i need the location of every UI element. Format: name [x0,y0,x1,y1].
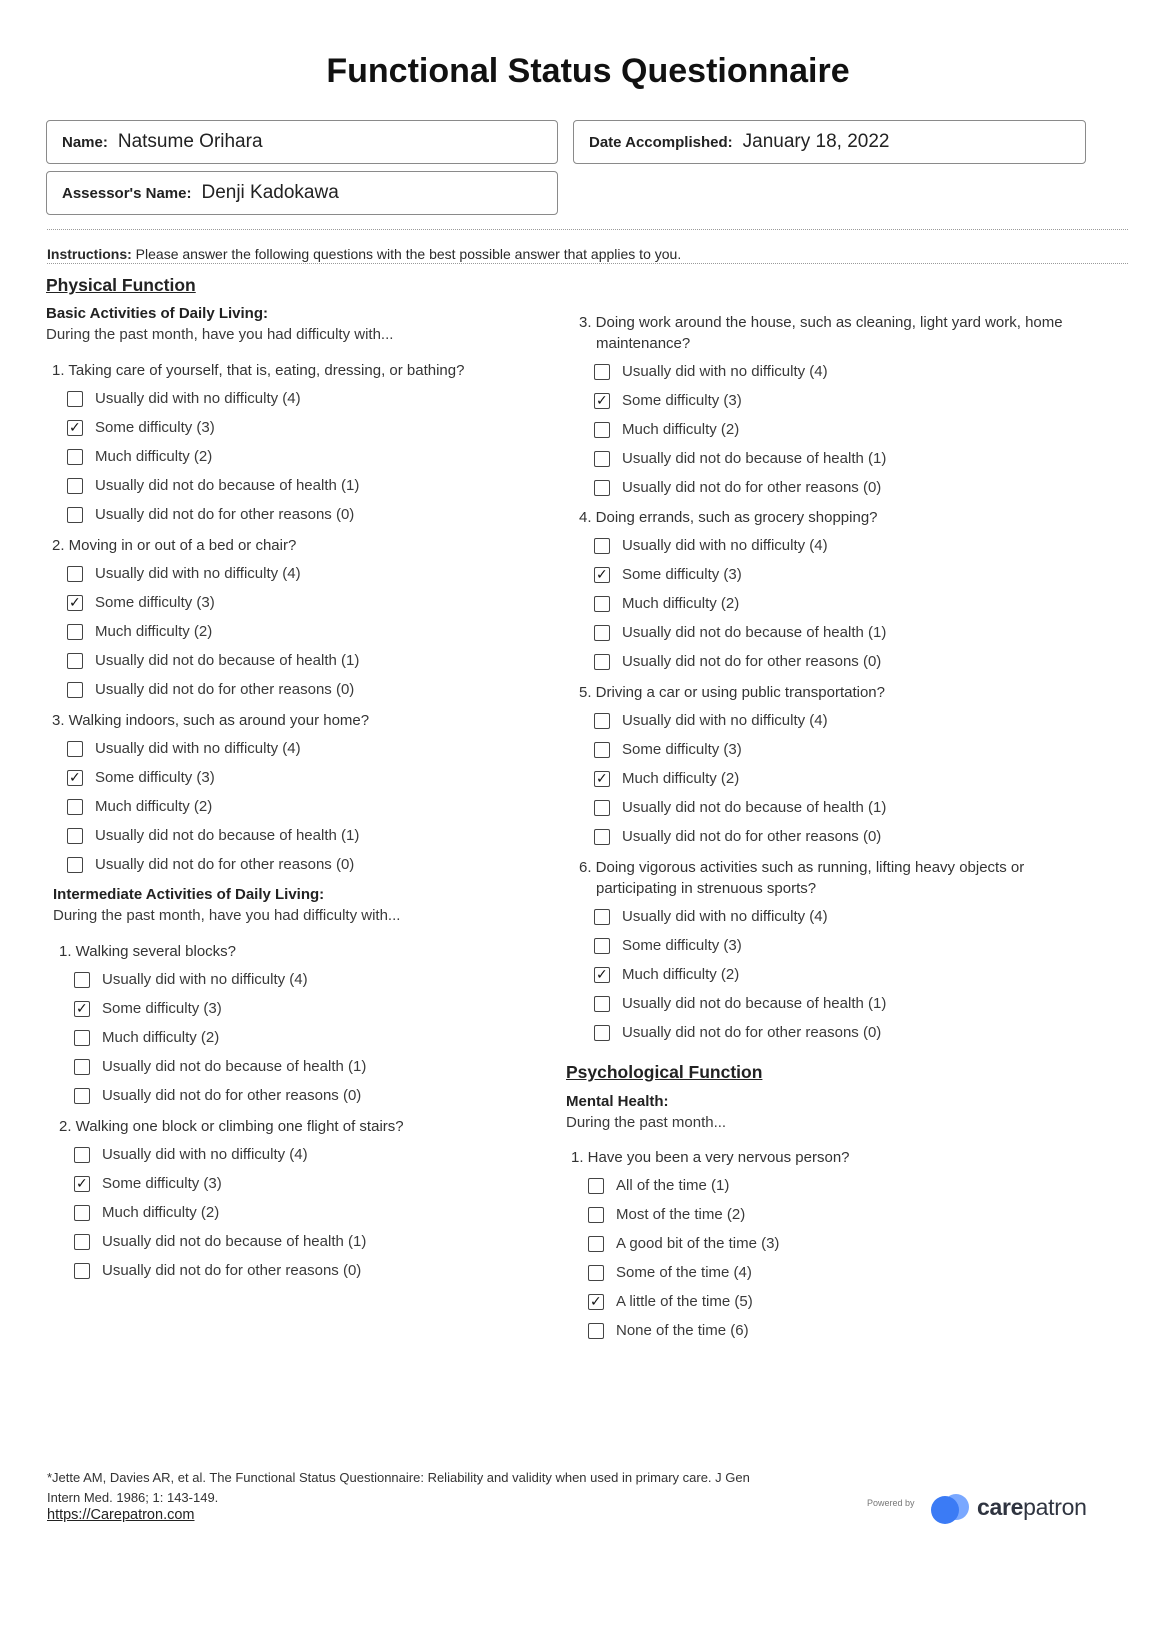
option-label: Usually did with no difficulty (4) [102,1146,308,1163]
option-list [588,1171,1071,1345]
option-row[interactable] [594,960,1079,989]
option-row[interactable] [594,989,1079,1018]
option-row[interactable] [594,386,1079,415]
checkbox[interactable] [594,567,610,583]
question-block [52,360,532,529]
option-label: Usually did not do because of health (1) [622,799,887,816]
divider-bottom [47,263,1128,264]
checkbox[interactable] [594,713,610,729]
instructions-label: Instructions: [47,246,132,262]
option-label: Much difficulty (2) [95,623,213,640]
question-text: 4. Doing errands, such as grocery shopping? [579,509,878,526]
option-label: Usually did not do for other reasons (0) [95,681,355,698]
option-row[interactable] [594,902,1079,931]
option-row[interactable] [594,931,1079,960]
question-block [579,682,1079,851]
assessor-label: Assessor's Name: [62,184,192,202]
option-row[interactable] [74,1227,539,1256]
option-row[interactable] [74,1169,539,1198]
option-list [594,531,1079,676]
question-block [579,857,1079,1047]
option-row[interactable] [594,822,1079,851]
option-label: Most of the time (2) [616,1206,746,1223]
option-label: Usually did with no difficulty (4) [95,390,301,407]
page-title: Functional Status Questionnaire [326,52,850,90]
name-value: Natsume Orihara [117,131,263,152]
checkbox[interactable] [67,391,83,407]
divider-top [47,229,1128,230]
option-row[interactable] [67,442,532,471]
question-text: 5. Driving a car or using public transportation? [579,684,885,701]
mental-health-subtext: During the past month... [566,1114,727,1131]
option-row[interactable] [67,617,532,646]
question-text: 3. Walking indoors, such as around your home? [52,712,370,729]
checkbox[interactable] [594,967,610,983]
option-label: Usually did with no difficulty (4) [95,565,301,582]
checkbox[interactable] [67,799,83,815]
option-row[interactable] [67,471,532,500]
option-label: Usually did not do because of health (1) [622,995,887,1012]
logo-circle-front [931,1496,959,1524]
basic-adl-heading: Basic Activities of Daily Living: [46,305,269,322]
option-label: Some difficulty (3) [622,566,742,583]
checkbox[interactable] [74,1176,90,1192]
question-text: 3. Doing work around the house, such as cleaning, light yard work, home maintenance? [579,314,1063,352]
option-row[interactable] [67,763,532,792]
option-label: Some difficulty (3) [622,392,742,409]
checkbox[interactable] [594,829,610,845]
option-list [594,902,1079,1047]
reference-line-2: Intern Med. 1986; 1: 143-149. [47,1490,219,1505]
checkbox[interactable] [594,654,610,670]
checkbox[interactable] [74,1205,90,1221]
checkbox[interactable] [594,538,610,554]
option-label: Usually did not do for other reasons (0) [102,1087,362,1104]
option-label: A good bit of the time (3) [616,1235,780,1252]
question-text: 1. Have you been a very nervous person? [571,1149,850,1166]
carepatron-wordmark [977,1494,1087,1521]
option-list [594,706,1079,851]
option-label: Usually did with no difficulty (4) [95,740,301,757]
option-label: Some of the time (4) [616,1264,752,1281]
checkbox[interactable] [588,1207,604,1223]
question-block [52,535,532,704]
brand-rest: patron [1023,1494,1087,1520]
checkbox[interactable] [588,1236,604,1252]
name-field[interactable] [46,120,558,164]
intermediate-adl-heading: Intermediate Activities of Daily Living: [53,886,325,903]
option-label: Usually did not do because of health (1) [622,624,887,641]
checkbox[interactable] [594,771,610,787]
option-row[interactable] [594,618,1079,647]
option-row[interactable] [67,559,532,588]
option-label: Much difficulty (2) [622,966,740,983]
checkbox[interactable] [67,770,83,786]
question-block [52,710,532,879]
option-list [74,965,539,1110]
option-row[interactable] [74,965,539,994]
checkbox[interactable] [67,478,83,494]
instructions-text: Please answer the following questions with the best possible answer that applies to you. [135,246,682,262]
checkbox[interactable] [594,596,610,612]
option-label: Usually did not do for other reasons (0) [95,506,355,523]
option-label: Usually did not do for other reasons (0) [622,479,882,496]
option-list [67,559,532,704]
option-label: Usually did not do for other reasons (0) [622,828,882,845]
option-row[interactable] [74,1198,539,1227]
checkbox[interactable] [67,828,83,844]
checkbox[interactable] [67,857,83,873]
option-label: Much difficulty (2) [102,1204,220,1221]
option-list [67,384,532,529]
checkbox[interactable] [67,624,83,640]
carepatron-logo-icon [928,1493,974,1525]
date-label: Date Accomplished: [589,133,733,151]
option-label: Usually did with no difficulty (4) [622,712,828,729]
checkbox[interactable] [67,595,83,611]
psychological-function-heading: Psychological Function [566,1062,763,1082]
basic-adl-subtext: During the past month, have you had difficulty with... [46,326,394,343]
instructions [47,246,681,262]
option-row[interactable] [67,646,532,675]
checkbox[interactable] [594,742,610,758]
question-block [59,1116,539,1285]
option-label: Usually did not do because of health (1) [102,1058,367,1075]
question-block [571,1147,1071,1345]
checkbox[interactable] [67,507,83,523]
option-row[interactable] [67,500,532,529]
checkbox[interactable] [594,422,610,438]
option-label: Much difficulty (2) [622,421,740,438]
option-row[interactable] [588,1171,1071,1200]
checkbox[interactable] [594,480,610,496]
question-block [579,312,1079,502]
option-label: All of the time (1) [616,1177,730,1194]
checkbox[interactable] [67,682,83,698]
option-label: Some difficulty (3) [622,937,742,954]
option-row[interactable] [74,1140,539,1169]
option-label: Usually did not do for other reasons (0) [622,1024,882,1041]
option-row[interactable] [588,1258,1071,1287]
option-row[interactable] [594,357,1079,386]
checkbox[interactable] [588,1178,604,1194]
option-label: Usually did not do for other reasons (0) [622,653,882,670]
option-label: Usually did not do because of health (1) [622,450,887,467]
option-row[interactable] [67,675,532,704]
checkbox[interactable] [594,451,610,467]
checkbox[interactable] [74,1088,90,1104]
option-label: Usually did not do because of health (1) [95,477,360,494]
question-text: 2. Walking one block or climbing one flight of stairs? [59,1118,404,1135]
question-block [59,941,539,1110]
option-label: Much difficulty (2) [622,595,740,612]
option-list [594,357,1079,502]
option-row[interactable] [67,821,532,850]
option-label: Much difficulty (2) [95,448,213,465]
option-row[interactable] [594,473,1079,502]
option-label: Usually did not do because of health (1) [95,652,360,669]
checkbox[interactable] [74,1059,90,1075]
option-row[interactable] [594,647,1079,676]
date-value: January 18, 2022 [742,131,890,152]
checkbox[interactable] [594,393,610,409]
reference-line-1: *Jette AM, Davies AR, et al. The Functional Status Questionnaire: Reliability and validity when used in primary care. J Gen [47,1470,750,1485]
checkbox[interactable] [594,938,610,954]
option-row[interactable] [74,1023,539,1052]
checkbox[interactable] [74,1263,90,1279]
mental-health-heading: Mental Health: [566,1093,669,1110]
option-row[interactable] [588,1229,1071,1258]
option-label: None of the time (6) [616,1322,749,1339]
option-label: Usually did not do for other reasons (0) [102,1262,362,1279]
option-label: Some difficulty (3) [102,1000,222,1017]
option-row[interactable] [74,1256,539,1285]
checkbox[interactable] [594,1025,610,1041]
option-label: Much difficulty (2) [95,798,213,815]
checkbox[interactable] [594,909,610,925]
checkbox[interactable] [588,1265,604,1281]
reference [47,1468,847,1508]
checkbox[interactable] [74,1030,90,1046]
option-row[interactable] [67,384,532,413]
checkbox[interactable] [74,1147,90,1163]
assessor-field[interactable] [46,171,558,215]
option-row[interactable] [588,1287,1071,1316]
option-row[interactable] [67,413,532,442]
physical-function-heading: Physical Function [46,275,196,295]
checkbox[interactable] [594,800,610,816]
option-row[interactable] [67,734,532,763]
assessor-value: Denji Kadokawa [201,182,339,203]
question-text: 1. Walking several blocks? [59,943,237,960]
checkbox[interactable] [588,1323,604,1339]
checkbox[interactable] [67,566,83,582]
option-list [74,1140,539,1285]
option-label: Some difficulty (3) [95,769,215,786]
option-row[interactable] [594,1018,1079,1047]
option-row[interactable] [594,706,1079,735]
carepatron-link[interactable]: https://Carepatron.com [47,1507,195,1523]
checkbox[interactable] [74,972,90,988]
option-label: Usually did not do because of health (1) [95,827,360,844]
option-label: Usually did not do because of health (1) [102,1233,367,1250]
option-label: Some difficulty (3) [95,594,215,611]
option-label: Usually did with no difficulty (4) [622,537,828,554]
question-text: 1. Taking care of yourself, that is, eating, dressing, or bathing? [52,362,465,379]
option-row[interactable] [594,531,1079,560]
option-row[interactable] [594,735,1079,764]
checkbox[interactable] [67,741,83,757]
option-row[interactable] [594,415,1079,444]
name-label: Name: [62,133,108,151]
checkbox[interactable] [594,625,610,641]
checkbox[interactable] [67,449,83,465]
option-label: A little of the time (5) [616,1293,753,1310]
powered-by-text: Powered by [867,1498,915,1508]
option-row[interactable] [67,588,532,617]
option-row[interactable] [67,792,532,821]
checkbox[interactable] [74,1234,90,1250]
option-label: Usually did with no difficulty (4) [622,363,828,380]
option-row[interactable] [67,850,532,879]
option-row[interactable] [74,994,539,1023]
checkbox[interactable] [594,364,610,380]
question-text: 6. Doing vigorous activities such as running, lifting heavy objects or participating in strenuous sports? [579,859,1025,897]
checkbox[interactable] [594,996,610,1012]
option-list [67,734,532,879]
question-text: 2. Moving in or out of a bed or chair? [52,537,297,554]
option-row[interactable] [594,764,1079,793]
option-row[interactable] [74,1081,539,1110]
option-label: Usually did not do for other reasons (0) [95,856,355,873]
option-label: Much difficulty (2) [102,1029,220,1046]
checkbox[interactable] [588,1294,604,1310]
brand-bold: care [977,1494,1024,1520]
option-row[interactable] [74,1052,539,1081]
checkbox[interactable] [67,653,83,669]
option-row[interactable] [594,589,1079,618]
option-label: Much difficulty (2) [622,770,740,787]
date-field[interactable] [573,120,1086,164]
option-row[interactable] [594,560,1079,589]
option-row[interactable] [588,1200,1071,1229]
option-label: Usually did with no difficulty (4) [622,908,828,925]
option-label: Some difficulty (3) [622,741,742,758]
option-label: Some difficulty (3) [95,419,215,436]
option-row[interactable] [594,793,1079,822]
checkbox[interactable] [67,420,83,436]
question-block [579,507,1079,676]
intermediate-adl-subtext: During the past month, have you had difficulty with... [53,907,401,924]
option-row[interactable] [594,444,1079,473]
option-label: Some difficulty (3) [102,1175,222,1192]
option-row[interactable] [588,1316,1071,1345]
checkbox[interactable] [74,1001,90,1017]
option-label: Usually did with no difficulty (4) [102,971,308,988]
